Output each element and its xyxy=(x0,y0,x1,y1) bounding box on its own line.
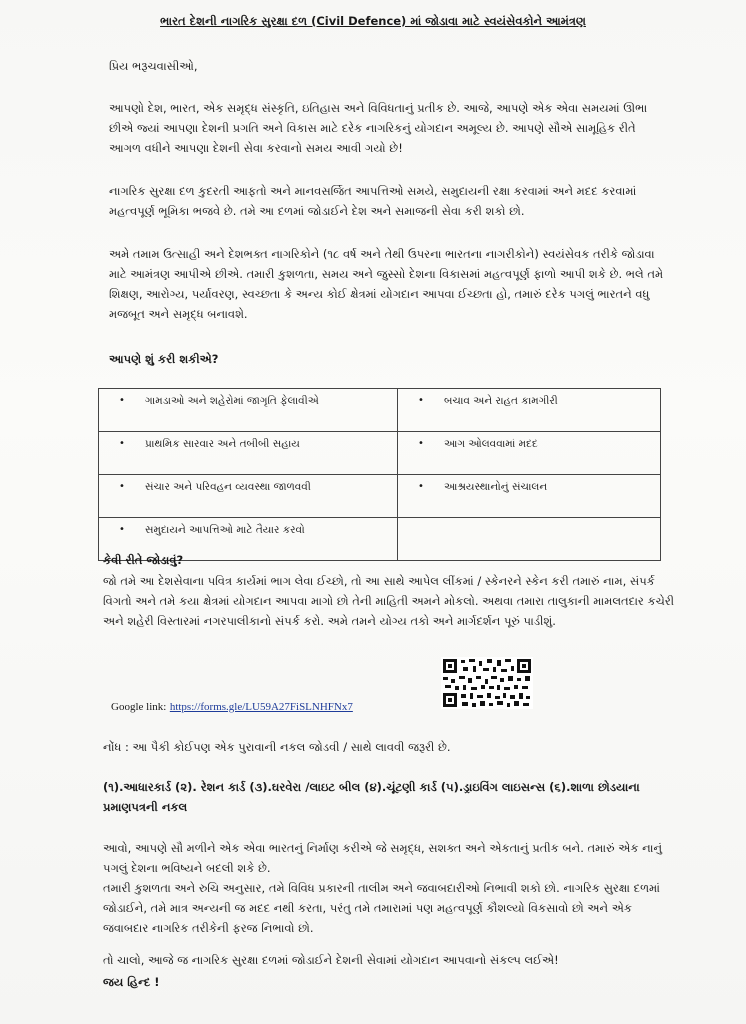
invitation-paragraph: અમે તમામ ઉત્સાહી અને દેશભક્ત નાગરિકોને (૧૮ વર્ષ અને તેથી ઉપરના ભારતના નાગરીકોને) સ્વયંસેવક તરીકે જોડાવા માટે આમંત્રણ આપીએ છીએ. તમારી કુશળતા, સમય અને જુસ્સો દેશના વિકાસમાં મહત્વપૂર્ણ ફાળો આપી શકે છે. ભલે તમે શિક્ષણ, આરોગ્ય, પર્યાવરણ, સ્વચ્છતા કે અન્ય કોઈ ક્ષેત્રમાં યોગદાન આપવા ઈચ્છતા હો, તમારું દરેક પગલું ભારતને વધુ મજબૂત અને સમૃદ્ધ બનાવશે. xyxy=(109,247,664,321)
table-cell xyxy=(398,389,661,432)
bullet: • xyxy=(119,524,125,535)
activity-item: પ્રાથમિક સારવાર અને તબીબી સહાય xyxy=(145,438,300,450)
sign-off: જય હિન્દ ! xyxy=(103,975,160,989)
google-form-link[interactable]: https://forms.gle/LU59A27FiSLNHFNx7 xyxy=(169,701,353,713)
table-cell xyxy=(398,475,661,518)
bullet: • xyxy=(119,481,125,492)
documents-list: (૧).આધારકાર્ડ (૨). રેશન કાર્ડ (૩).ઘરવેરા /લાઇટ બીલ (૪).ચૂંટણી કાર્ડ (૫).ડ્રાઇવિંગ લાઇસન્સ (૬).શાળા છોડયાના પ્રમાણપત્રની નકલ xyxy=(103,780,640,814)
bullet: • xyxy=(119,395,125,406)
bullet: • xyxy=(418,481,424,492)
intro-paragraph: આપણો દેશ, ભારત, એક સમૃદ્ધ સંસ્કૃતિ, ઇતિહાસ અને વિવિધતાનું પ્રતીક છે. આજે, આપણે એક એવા સમયમાં ઊભા છીએ જ્યાં આપણા દેશની પ્રગતિ અને વિકાસ માટે દરેક નાગરિકનું યોગદાન અમૂલ્ય છે. આપણે સૌએ સામૂહિક રીતે આગળ વધીને આપણા દેશની સેવા કરવાનો સમય આવી ગયો છે! xyxy=(109,101,648,155)
greeting: પ્રિય ભરૂચવાસીઓ, xyxy=(109,59,198,73)
activity-item: બચાવ અને રાહત કામગીરી xyxy=(444,395,558,407)
table-cell xyxy=(398,432,661,475)
activity-item: ગામડાઓ અને શહેરોમાં જાગૃતિ ફેલાવીએ xyxy=(145,395,319,407)
bullet: • xyxy=(418,438,424,449)
bullet: • xyxy=(119,438,125,449)
closing-paragraph-3: તો ચાલો, આજે જ નાગરિક સુરક્ષા દળમાં જોડાઈને દેશની સેવામાં યોગદાન આપવાનો સંકલ્પ લઈએ! xyxy=(103,953,559,967)
table-cell xyxy=(99,475,398,518)
how-to-join-text: જો તમે આ દેશસેવાના પવિત્ર કાર્યમાં ભાગ લેવા ઈચ્છો, તો આ સાથે આપેલ લીંકમાં / સ્કેનરને સ્કેન કરી તમારું નામ, સંપર્ક વિગતો અને તમે કયા ક્ષેત્રમાં યોગદાન આપવા માગો છો તેની માહિતી અમને મોકલો. અથવા તમારા તાલુકાની મામલતદાર કચેરી અને શહેરી વિસ્તારમાં નગરપાલીકાનો સંપર્ક કરો. અમે તમને યોગ્ય તકો અને માર્ગદર્શન પૂરું પાડીશું. xyxy=(103,574,675,628)
table-cell xyxy=(99,432,398,475)
qr-code-icon[interactable] xyxy=(441,657,533,709)
how-to-join-heading: કેવી રીતે જોડાવું? xyxy=(103,553,184,567)
table-row xyxy=(99,432,661,475)
document-title: ભારત દેશની નાગરિક સુરક્ષા દળ (Civil Defence) માં જોડાવા માટે સ્વયંસેવકોને આમંત્રણ xyxy=(160,14,586,28)
activity-item: આશ્રયસ્થાનોનું સંચાલન xyxy=(444,481,548,493)
bullet: • xyxy=(418,395,424,406)
closing-paragraph-2: તમારી કુશળતા અને રુચિ અનુસાર, તમે વિવિધ પ્રકારની તાલીમ અને જવાબદારીઓ નિભાવી શકો છો. નાગરિક સુરક્ષા દળમાં જોડાઈને, તમે માત્ર અન્યની જ મદદ નથી કરતા, પરંતુ તમે તમારામાં પણ મહત્વપૂર્ણ કૌશલ્યો વિકસાવો છો અને એક જવાબદાર નાગરિક તરીકેની ફરજ નિભાવો છો. xyxy=(103,881,660,935)
table-cell xyxy=(99,389,398,432)
google-link-row xyxy=(111,700,353,713)
what-can-we-do-heading: આપણે શું કરી શકીએ? xyxy=(109,352,219,366)
table-row xyxy=(99,389,661,432)
google-link-label: Google link: xyxy=(111,701,167,713)
note-text: નોંધ : આ પૈકી કોઈપણ એક પુરાવાની નકલ જોડવી / સાથે લાવવી જરૂરી છે. xyxy=(103,740,451,754)
civil-defence-role-paragraph: નાગરિક સુરક્ષા દળ કુદરતી આફતો અને માનવસર્જિત આપત્તિઓ સમયે, સમુદાયની રક્ષા કરવામાં અને મદદ કરવામાં મહત્વપૂર્ણ ભૂમિકા ભજવે છે. તમે આ દળમાં જોડાઈને દેશ અને સમાજની સેવા કરી શકો છો. xyxy=(109,184,637,218)
activity-item: આગ ઓલવવામાં મદદ xyxy=(444,438,538,450)
table-row xyxy=(99,475,661,518)
activity-item: સંચાર અને પરિવહન વ્યવસ્થા જાળવવી xyxy=(145,481,311,493)
activities-table xyxy=(98,388,661,561)
activity-item: સમુદાયને આપત્તિઓ માટે તૈયાર કરવો xyxy=(145,524,305,536)
closing-paragraph-1: આવો, આપણે સૌ મળીને એક એવા ભારતનું નિર્માણ કરીએ જે સમૃદ્ધ, સશક્ત અને એકતાનું પ્રતીક બને. તમારું એક નાનું પગલું દેશના ભવિષ્યને બદલી શકે છે. xyxy=(103,841,663,875)
